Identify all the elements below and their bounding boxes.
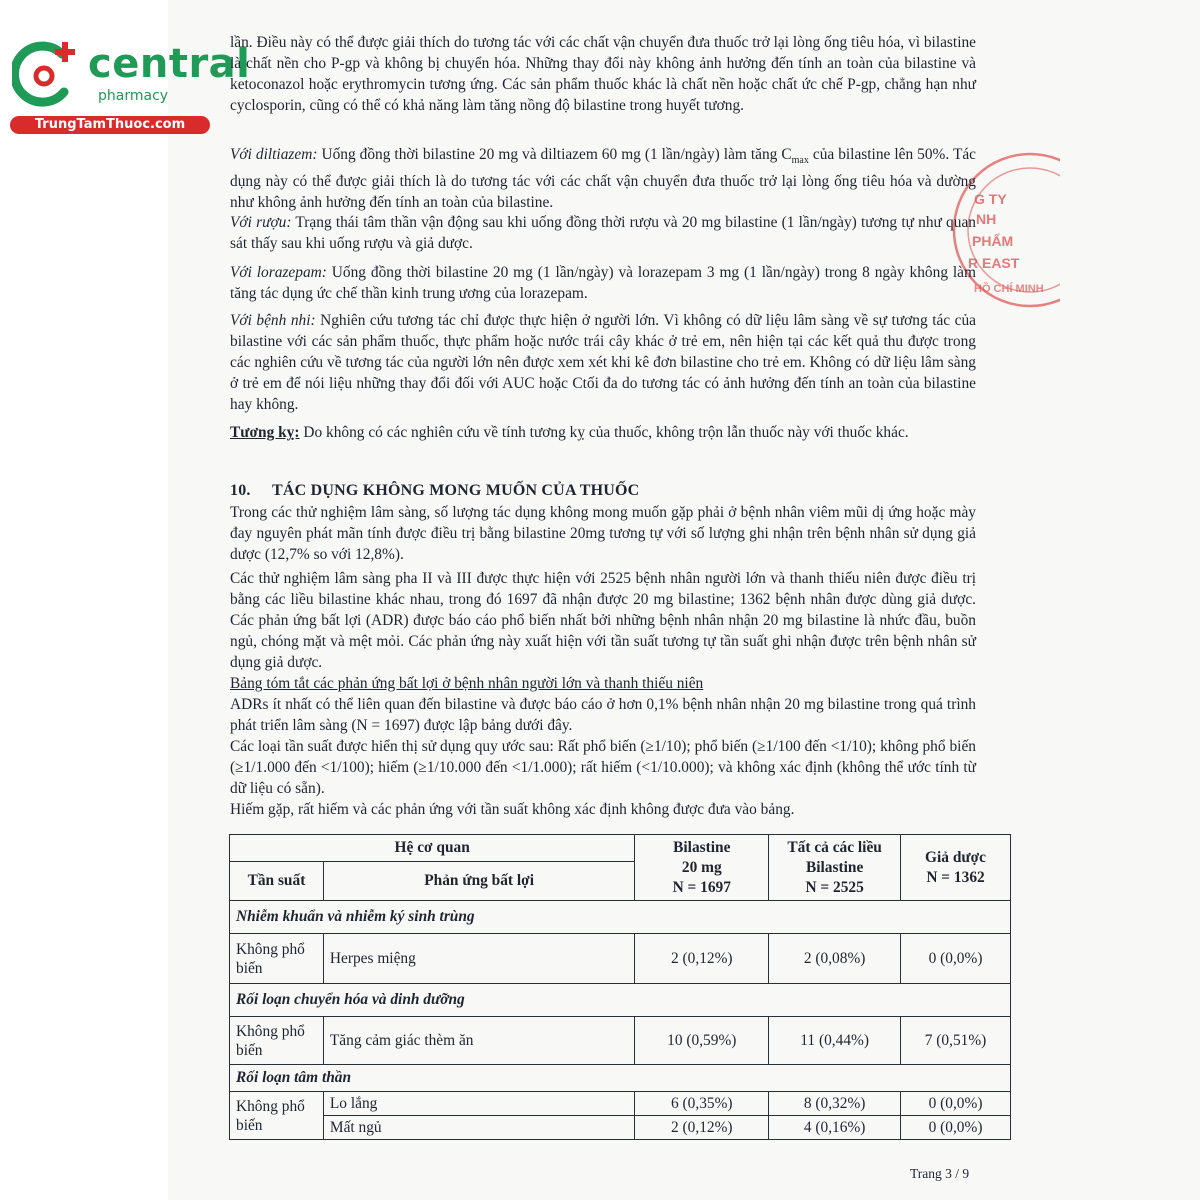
adr-threshold-paragraph: ADRs ít nhất có thể liên quan đến bilastine và được báo cáo ở hơn 0,1% bệnh nhân nhận 20 mg bilastine trong quá trình phát triển lâm sàng (N = 1697) được lập bảng dưới đây.	[230, 696, 976, 734]
alcohol-text: Trạng thái tâm thần vận động sau khi uống đồng thời rượu và 20 mg bilastine (1 lần/ngày) tương tự như quan sát thấy sau khi uống rượu và giả dược.	[230, 214, 976, 252]
cell-placebo: 0 (0,0%)	[901, 934, 1011, 984]
diltiazem-text-b: của bilastine lên 50%. Tác dụng này có thể được giải thích là do tương tác với các chất vận chuyển đưa thuốc trở lại lòng ống tiêu hóa và dường như không ảnh hưởng đến tính an toàn của bilastine.	[230, 146, 977, 212]
header-all-line-1: Tất cả các liều	[787, 838, 882, 856]
cell-frequency: Không phổ biến	[230, 934, 324, 984]
table-row	[230, 934, 1011, 984]
cmax-subscript: max	[791, 155, 809, 167]
page-number: Trang 3 / 9	[910, 1166, 970, 1181]
header-frequency: Tần suất	[230, 862, 324, 901]
header-organ-system: Hệ cơ quan	[230, 835, 635, 862]
header-plc-line-2: N = 1362	[926, 868, 985, 886]
cell-all-doses: 2 (0,08%)	[769, 934, 901, 984]
header-bil-line-3: N = 1697	[672, 878, 731, 896]
stamp-line-2: NH	[976, 211, 997, 227]
header-placebo	[901, 835, 1011, 901]
header-adverse-reaction: Phản ứng bất lợi	[323, 862, 634, 901]
diltiazem-lead: Với diltiazem:	[230, 146, 318, 163]
header-all-line-3: N = 2525	[805, 878, 864, 896]
table-row	[230, 1092, 1011, 1116]
cell-placebo: 7 (0,51%)	[901, 1017, 1011, 1065]
pediatric-lead: Với bệnh nhi:	[230, 312, 316, 329]
adr-frequency-convention: Các loại tần suất được hiển thị sử dụng quy ước sau: Rất phổ biến (≥1/10); phổ biến (≥1/100 đến <1/10); không phổ biến (≥1/1.000 đến <1/100); hiếm (≥1/10.000 đến <1/1.000); rất hiếm (<1/10.000); và không xác định (không thể ước tính từ dữ liệu có sẵn).	[230, 738, 976, 797]
cell-frequency: Không phổ biến	[230, 1092, 324, 1140]
adr-table	[229, 834, 1011, 1140]
lorazepam-lead: Với lorazepam:	[230, 264, 327, 281]
cell-all-doses: 11 (0,44%)	[769, 1017, 901, 1065]
header-all-doses	[769, 835, 901, 901]
incompatibility-lead: Tương kỵ:	[230, 424, 300, 441]
header-plc-line-1: Giả dược	[925, 848, 986, 866]
cell-placebo: 0 (0,0%)	[901, 1092, 1011, 1116]
header-bilastine-20mg	[635, 835, 769, 901]
cell-all-doses: 8 (0,32%)	[769, 1092, 901, 1116]
cell-all-doses: 4 (0,16%)	[769, 1116, 901, 1140]
cell-bilastine: 10 (0,59%)	[635, 1017, 769, 1065]
cell-placebo: 0 (0,0%)	[901, 1116, 1011, 1140]
interaction-diltiazem	[230, 144, 976, 213]
header-bil-line-2: 20 mg	[681, 858, 722, 876]
stamp-line-5: HỒ CHÍ MINH	[974, 283, 1044, 295]
header-bil-line-1: Bilastine	[673, 838, 731, 856]
cell-frequency: Không phổ biến	[230, 1017, 324, 1065]
adr-trials-paragraph: Các thử nghiệm lâm sàng pha II và III được thực hiện với 2525 bệnh nhân người lớn và thanh thiếu niên được điều trị bằng các liều bilastine khác nhau, trong đó 1697 đã nhận được 20 mg bilastine; 1362 bệnh nhân được dùng giả dược. Các phản ứng bất lợi (ADR) được báo cáo phổ biến nhất bởi những bệnh nhân nhận 20 mg bilastine là nhức đầu, buồn ngủ, chóng mặt và mệt mỏi. Các phản ứng này xuất hiện với tần suất tương tự tần suất ghi nhận được trên bệnh nhân sử dụng giả dược.	[230, 570, 976, 671]
cell-reaction: Tăng cảm giác thèm ăn	[323, 1017, 634, 1065]
section-title: TÁC DỤNG KHÔNG MONG MUỐN CỦA THUỐC	[272, 482, 640, 499]
category-infections: Nhiễm khuẩn và nhiễm ký sinh trùng	[230, 901, 1011, 934]
stamp-line-1: G TY	[974, 191, 1007, 207]
incompatibility-paragraph	[230, 422, 976, 443]
cell-reaction: Herpes miệng	[323, 934, 634, 984]
cell-bilastine: 2 (0,12%)	[635, 1116, 769, 1140]
logo-brand: central	[88, 41, 251, 87]
central-pharmacy-logo[interactable]	[10, 36, 251, 136]
incompatibility-text: Do không có các nghiên cứu về tính tương kỵ của thuốc, không trộn lẫn thuốc này với thuốc khác.	[299, 424, 909, 441]
category-row	[230, 984, 1011, 1017]
interaction-paragraph-1: lần. Điều này có thể được giải thích do tương tác với các chất vận chuyển đưa thuốc trở lại lòng ống tiêu hóa, vì bilastine là chất nền cho P-gp và không bị chuyển hóa. Những thay đổi này không ảnh hưởng đến tính an toàn của bilastine và ketoconazol hoặc erythromycin tương ứng. Các sản phẩm thuốc khác là chất nền hoặc chất ức chế P-gp, chẳng hạn như cyclosporin, cũng có thể có khả năng làm tăng nồng độ bilastine trong huyết tương.	[230, 34, 976, 114]
table-header-row-1	[230, 835, 1011, 862]
stamp-line-3: PHẨM	[972, 233, 1014, 249]
diltiazem-text-a: Uống đồng thời bilastine 20 mg và diltiazem 60 mg (1 lần/ngày) làm tăng C	[317, 146, 792, 163]
lorazepam-text: Uống đồng thời bilastine 20 mg (1 lần/ngày) và lorazepam 3 mg (1 lần/ngày) trong 8 ngày không làm tăng tác dụng ức chế thần kinh trung ương của lorazepam.	[230, 264, 976, 302]
adr-exclusion-note: Hiếm gặp, rất hiếm và các phản ứng với tần suất không xác định không được đưa vào bảng.	[230, 801, 795, 818]
table-row	[230, 1116, 1011, 1140]
logo-website-bar: TrungTamThuoc.com	[10, 116, 210, 134]
header-all-line-2: Bilastine	[805, 858, 864, 876]
logo-subtitle: pharmacy	[98, 88, 169, 104]
cell-bilastine: 2 (0,12%)	[635, 934, 769, 984]
adr-table-caption: Bảng tóm tắt các phản ứng bất lợi ở bệnh nhân người lớn và thanh thiếu niên	[230, 675, 704, 692]
pediatric-text: Nghiên cứu tương tác chỉ được thực hiện ở người lớn. Vì không có dữ liệu lâm sàng về sự tương tác của bilastine với các sản phẩm thuốc, thực phẩm hoặc nước trái cây khác ở trẻ em, nên hiện tại các kết quả thu được trong các nghiên cứu về tương tác của người lớn nên được xem xét khi kê đơn bilastine cho trẻ em. Không có dữ liệu lâm sàng ở trẻ em để nói liệu những thay đổi đối với AUC hoặc Ctối đa do tương tác có ảnh hưởng đến tính an toàn của bilastine hay không.	[230, 312, 976, 413]
interaction-pediatric	[230, 310, 976, 415]
stamp-line-4: R EAST	[968, 255, 1020, 271]
section-heading	[230, 482, 639, 500]
alcohol-lead: Với rượu:	[230, 214, 292, 231]
category-psychiatric: Rối loạn tâm thần	[230, 1065, 1011, 1092]
section-number: 10.	[230, 482, 251, 499]
adr-intro-paragraph: Trong các thử nghiệm lâm sàng, số lượng tác dụng không mong muốn gặp phải ở bệnh nhân viêm mũi dị ứng hoặc mày đay nguyên phát mãn tính được điều trị bằng bilastine 20mg tương tự với số lượng ghi nhận trên bệnh nhân sử dụng giả dược (12,7% so với 12,8%).	[230, 504, 976, 563]
table-row	[230, 1017, 1011, 1065]
category-row	[230, 1065, 1011, 1092]
cell-reaction: Lo lắng	[323, 1092, 634, 1116]
interaction-lorazepam	[230, 262, 976, 304]
pharmacy-c-cross-icon	[12, 40, 80, 110]
interaction-alcohol	[230, 212, 976, 254]
cell-reaction: Mất ngủ	[323, 1116, 634, 1140]
category-row	[230, 901, 1011, 934]
cell-bilastine: 6 (0,35%)	[635, 1092, 769, 1116]
category-metabolism: Rối loạn chuyển hóa và dinh dưỡng	[230, 984, 1011, 1017]
